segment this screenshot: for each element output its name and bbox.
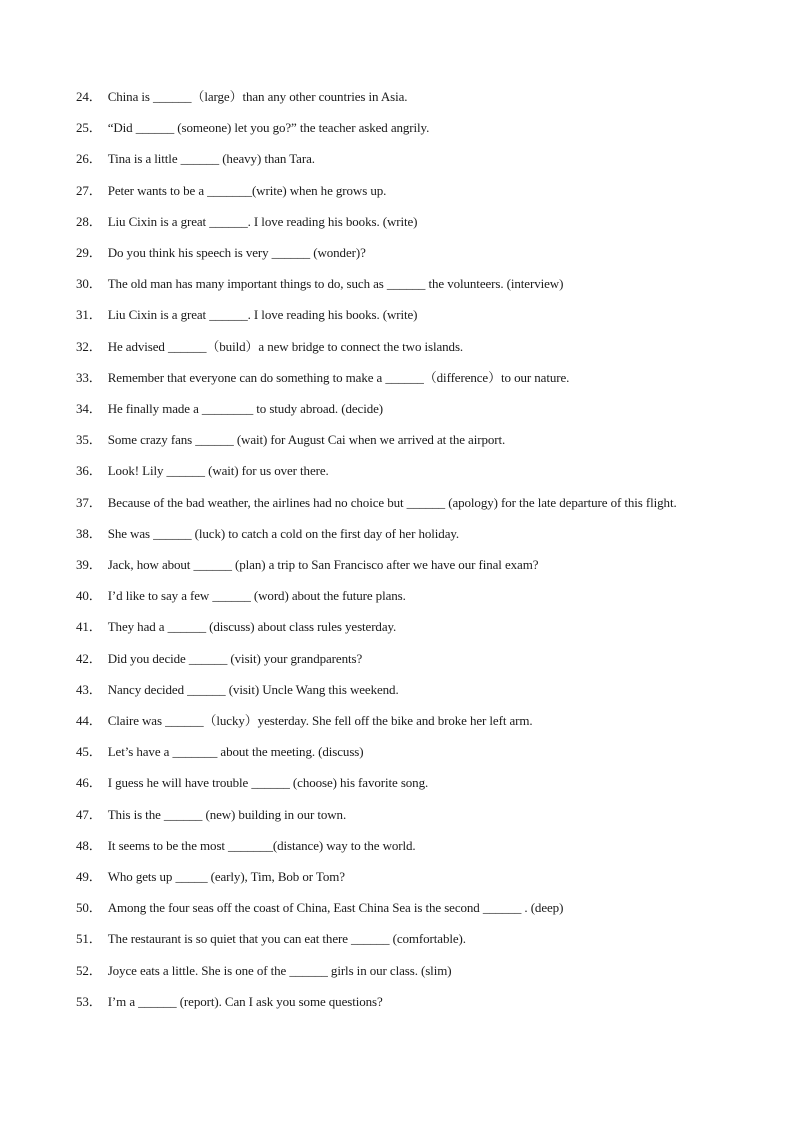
question-text: “Did ______ (someone) let you go?” the teacher asked angrily. [107,120,430,136]
question-item [76,955,716,986]
question-text: Did you decide ______ (visit) your grandparents? [107,650,363,666]
question-item [76,362,716,393]
question-item [76,580,716,611]
question-text: Nancy decided ______ (visit) Uncle Wang this weekend. [107,681,399,697]
question-text: They had a ______ (discuss) about class rules yesterday. [107,619,397,635]
question-number: 27． [76,182,102,198]
question-text: I’d like to say a few ______ (word) about the future plans. [107,588,406,604]
question-item [76,393,716,424]
question-number: 37． [76,494,102,510]
question-number: 34． [76,401,102,417]
question-item [76,518,716,549]
question-number: 42． [76,650,102,666]
question-item [76,643,716,674]
question-text: Let’s have a _______ about the meeting. (discuss) [107,744,364,760]
question-number: 28． [76,213,102,229]
question-item [76,331,716,362]
question-number: 29． [76,245,102,261]
question-text: The restaurant is so quiet that you can eat there ______ (comfortable). [107,931,466,947]
question-text: The old man has many important things to do, such as ______ the volunteers. (interview) [107,276,564,292]
question-item [76,549,716,580]
question-number: 35． [76,432,102,448]
question-text: Because of the bad weather, the airlines had no choice but ______ (apology) for the late departure of this flight. [107,494,677,510]
question-number: 40． [76,588,102,604]
question-text: Peter wants to be a _______(write) when he grows up. [107,182,387,198]
question-number: 33． [76,369,102,385]
question-text: Who gets up _____ (early), Tim, Bob or Tom? [107,869,345,885]
question-item [76,705,716,736]
question-item [76,455,716,486]
question-item [76,206,716,237]
question-item [76,986,716,1017]
question-number: 47． [76,806,102,822]
question-item [76,143,716,174]
question-number: 26． [76,151,102,167]
question-item [76,799,716,830]
question-number: 46． [76,775,102,791]
question-text: Liu Cixin is a great ______. I love reading his books. (write) [107,213,418,229]
question-item [76,923,716,954]
question-text: Jack, how about ______ (plan) a trip to San Francisco after we have our final exam? [107,557,539,573]
question-list [76,81,716,1017]
question-item [76,81,716,112]
question-text: Tina is a little ______ (heavy) than Tara. [107,151,315,167]
question-number: 31． [76,307,102,323]
question-text: He advised ______（build）a new bridge to connect the two islands. [107,338,464,354]
question-text: Look! Lily ______ (wait) for us over there. [107,463,329,479]
question-number: 51． [76,931,102,947]
question-item [76,237,716,268]
question-number: 38． [76,525,102,541]
question-text: I guess he will have trouble ______ (choose) his favorite song. [107,775,429,791]
question-number: 49． [76,869,102,885]
question-item [76,424,716,455]
question-number: 30． [76,276,102,292]
question-item [76,674,716,705]
question-number: 50． [76,900,102,916]
question-number: 48． [76,837,102,853]
question-item [76,767,716,798]
question-number: 52． [76,962,102,978]
question-number: 41． [76,619,102,635]
question-number: 43． [76,681,102,697]
question-item [76,892,716,923]
question-text: He finally made a ________ to study abroad. (decide) [107,401,384,417]
question-text: She was ______ (luck) to catch a cold on the first day of her holiday. [107,525,460,541]
question-item [76,299,716,330]
question-text: Remember that everyone can do something to make a ______（difference）to our nature. [107,369,570,385]
question-text: I’m a ______ (report). Can I ask you some questions? [107,993,383,1009]
question-item [76,830,716,861]
question-text: Among the four seas off the coast of China, East China Sea is the second ______ . (deep) [107,900,564,916]
question-item [76,487,716,518]
question-number: 32． [76,338,102,354]
question-text: This is the ______ (new) building in our town. [107,806,347,822]
question-text: Claire was ______（lucky）yesterday. She fell off the bike and broke her left arm. [107,713,533,729]
question-text: Liu Cixin is a great ______. I love reading his books. (write) [107,307,418,323]
question-item [76,175,716,206]
question-number: 53． [76,993,102,1009]
question-item [76,268,716,299]
question-number: 36． [76,463,102,479]
question-text: China is ______（large）than any other countries in Asia. [107,89,408,104]
question-item [76,861,716,892]
question-text: It seems to be the most _______(distance) way to the world. [107,837,416,853]
question-number: 24． [76,89,102,104]
question-text: Do you think his speech is very ______ (wonder)? [107,245,366,261]
question-number: 25． [76,120,102,136]
question-item [76,112,716,143]
question-number: 44． [76,713,102,729]
question-item [76,736,716,767]
question-text: Joyce eats a little. She is one of the ______ girls in our class. (slim) [107,962,452,978]
question-item [76,611,716,642]
question-text: Some crazy fans ______ (wait) for August Cai when we arrived at the airport. [107,432,506,448]
question-number: 39． [76,557,102,573]
question-number: 45． [76,744,102,760]
